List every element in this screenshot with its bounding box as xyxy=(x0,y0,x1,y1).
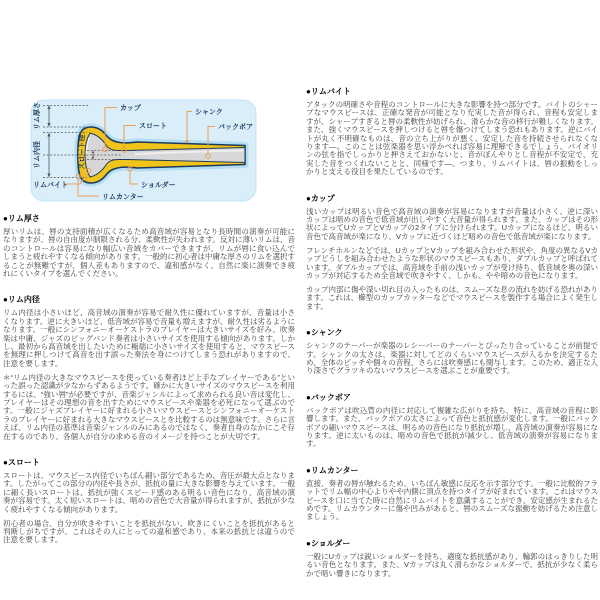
section-rim-thickness xyxy=(3,213,295,278)
section-paragraph: リム内径は小さいほど、高音域の演奏が容易で耐久性に優れていますが、音量は小さくなります。逆に大きいほど、低音域が容易で音量も増えますが、耐久性は劣るようになります。一般にシンフォニーオーケストラのプレイヤーは大きいサイズを好み、吹奏楽は中庸、ジャズのビッグバンド奏者は小さいサイズを使用する傾向があります。しかし、最初から高音域を出したいために極端に小さいサイズを使用すると、マウスピースを無理に押しつけて高音を出す誤った奏法を身につけてしまう恐れがありますので、注意を要します。 xyxy=(3,308,295,368)
section-title: ●バックボア xyxy=(306,392,351,402)
section-paragraph: スロートは、マウスピース内径でいちばん細い部分であるため、音圧が最大点となります。したがってこの部分の内径や長さが、抵抗の量に大きな影響を与えています。一般に細く長いスロートは、抵抗が強くスピード感のある明るい音色になり、高音域の演奏が容易です。太く短いスロートは、暗めの音色で大音量が得られますが、抵抗が少なく疲れやすくなる傾向があります。 xyxy=(3,471,295,514)
section-paragraph: アタックの明確さや音程のコントロールに大きな影響を持つ部分です。バイトのシャープなマウスピースは、正確な発音が可能となり充実した音が得られ、音程も安定しますが、シャープすぎると唇の柔軟性が妨げられ、滑らかな音の移行が難しくなります。また、強くマウスピースを押しつけると唇を傷つけてしまう恐れもあります。逆にバイトが丸く不明確なものは、音の立ち上がりが悪く、安定した音を持続させられなくなります―。このことは弦楽器を思い浮かべれば容易に理解できるでしょう。バイオリンの弦を指でしっかりと押さえておかないと、音がぼんやりとし音程が不安定で、充実した音をつくれないことと、同様です―。つまり、リムバイトは、唇の振動をしっかりと支える役目を果たしているのです。 xyxy=(306,100,598,177)
shoulder-label: ショルダー xyxy=(141,182,176,189)
section-rim-inner-diameter xyxy=(3,294,295,441)
section-title: ●スロート xyxy=(3,458,40,468)
left-column xyxy=(3,86,295,550)
section-title: ●ショルダー xyxy=(306,538,351,548)
section-title: ●リムカンター xyxy=(306,465,359,475)
section-title: ●リム厚さ xyxy=(3,214,40,223)
rim-contour-label: リムカンター xyxy=(102,194,144,201)
section-shank xyxy=(306,327,598,376)
section-paragraph: バックボアは吹込管の内径に対応して複雑な広がりを持ち、特に、高音域の音程に影響します。また、バックボアの太さによって音色と抵抗感が変化します。一般にバックボアの細いマウスピースは、明るめの音色になり抵抗が増し、高音域の演奏が容易になります。逆に太いものは、暗めの音色で抵抗が減少し、低音域の演奏が容易になります。 xyxy=(306,405,598,449)
rim-thickness-label: リム厚さ xyxy=(34,102,41,130)
right-column xyxy=(306,86,598,584)
section-shoulder xyxy=(306,538,598,578)
mouthpiece-cross-section-diagram xyxy=(3,98,295,210)
section-paragraph: 直接、奏者の唇が触れるため、いちばん敏感に反応を示す部分です。一般に比較的フラットでリム幅の中心よりやや内側に頂点を持つタイプが好まれています。これはマウスピースを口に当てた時に自然にリムバイトを意識することができ、安定感が生まれるためです。リムカウンターに傷や凹みがあると、唇のスムーズな振動を妨げるため注意しましょう。 xyxy=(306,478,598,522)
backbore-label: バックボア xyxy=(218,124,253,131)
throat-label: スロート xyxy=(139,123,167,130)
section-paragraph: ＊“リム内径の大きなマウスピースを使っている奏者ほど上手なプレイヤーである”といった誤った認識が少なからずあるようです。確かに大きいサイズのマウスピースを利用するには、“強い唇”が必要ですが、音楽ジャンルによって求められる良い音は変化し、プレイヤーはその理想の音を出すためにマウスピースや楽器を必死になって選ぶのです。一般にジャズプレイヤーに好まれる小さいマウスピースとシンフォニーオーケストラのプレイヤーに好まれる大きなマウスピースとを比較するのは無意味です。さらに言えば、リム内径の基準は音楽ジャンルのみにあるのではなく、奏者自身のなかにこそ存在するのであり、各個人が自分の求める音のイメージを持つことが大切です。 xyxy=(3,372,296,441)
section-paragraph: 厚いリムは、唇の支持面積が広くなるため高音域が容易となり長時間の演奏が可能になりますが、唇の自由度が制限される分、柔軟性が失われます。反対に薄いリムは、音のコントロールは容易になり幅広い音域をカバーできますが、リムが唇に食い込んでしまうと疲れやすくなる傾向があります。一般的に初心者は中庸な厚さのリムを選択することが無難ですが、個人差もありますので、違和感がなく、自然に楽に演奏でき疲れにくいタイプを選んでください。 xyxy=(3,227,295,279)
section-paragraph: 浅いカップは明るい音色で高音域の演奏が容易になりますが音量は小さく、逆に深いカップは暗めの音色で低音域が出しやすく大音量が得られます。また、カップはその形状によってUカップとVカップの2タイプに分けられます。Uカップになるほど、明るい音色で高音域が楽になり、Vカップに近づくほど暗めの音色で低音域が楽になります。 xyxy=(306,206,598,241)
throat-diameter-label: スロート径 xyxy=(79,134,86,170)
section-backbore xyxy=(306,392,598,449)
section-cup xyxy=(306,193,598,311)
cup-label: カップ xyxy=(120,105,141,112)
section-rim-contour xyxy=(306,465,598,522)
section-title: ●リムバイト xyxy=(306,87,351,96)
section-paragraph: フレンチホルンなどでは、UカップとVカップを組み合わせた形状や、角度の異なるVカップどうしを組み合わせたような形状のマウスピースもあり、ダブルカップと呼ばれています。ダブルカップでは、高音域を手前の浅いカップが受け持ち、低音域を奥の深いカップが対応するため全音域で吹きやすく、しかも、やや暗めの音色になります。 xyxy=(306,245,598,280)
section-throat xyxy=(3,457,295,545)
section-title: ●リム内径 xyxy=(3,295,40,305)
section-rim-bite xyxy=(306,86,598,177)
section-paragraph: 一般にUカップは鋭いショルダーを持ち、適度な抵抗感があり、輪郭のはっきりした明るい音色となります。また、Vカップは丸く滑らかなショルダーで、抵抗が少なく柔らかで暗い響きになります。 xyxy=(306,551,598,578)
section-paragraph: カップ内部に傷や深い切れ目の入ったものは、スムーズな息の流れを妨げる恐れがあります。これは、櫛型のカップカッターなどでマウスピースを製作する場合によく発生します。 xyxy=(306,284,598,311)
section-title: ●カップ xyxy=(306,193,335,203)
section-paragraph: シャンクのテーパーが楽器のレシーバーのテーパーとぴったり合っていることが前提です。シャンクの太さは、楽器に対してどのくらいマウスピースが入るかを決定するため、全体のピッチや個々の音程、さらには吹奏感にも関与します。このため、適正な入り深さでグラツキのないマウスピースを選ぶことが重要です。 xyxy=(306,341,598,376)
rim-bite-label: リムバイト xyxy=(33,182,68,189)
section-title: ●シャンク xyxy=(306,328,343,338)
rim-inner-diameter-label: リム内径 xyxy=(34,141,41,169)
section-paragraph: 初心者の場合、自分が吹きやすいことを抵抗がない、吹きにくいことを抵抗があると判断しがちですが、これはその人にとっての違和感であり、本来の抵抗とは違うので注意を要します。 xyxy=(3,518,295,545)
shank-label: シャンク xyxy=(195,109,223,116)
